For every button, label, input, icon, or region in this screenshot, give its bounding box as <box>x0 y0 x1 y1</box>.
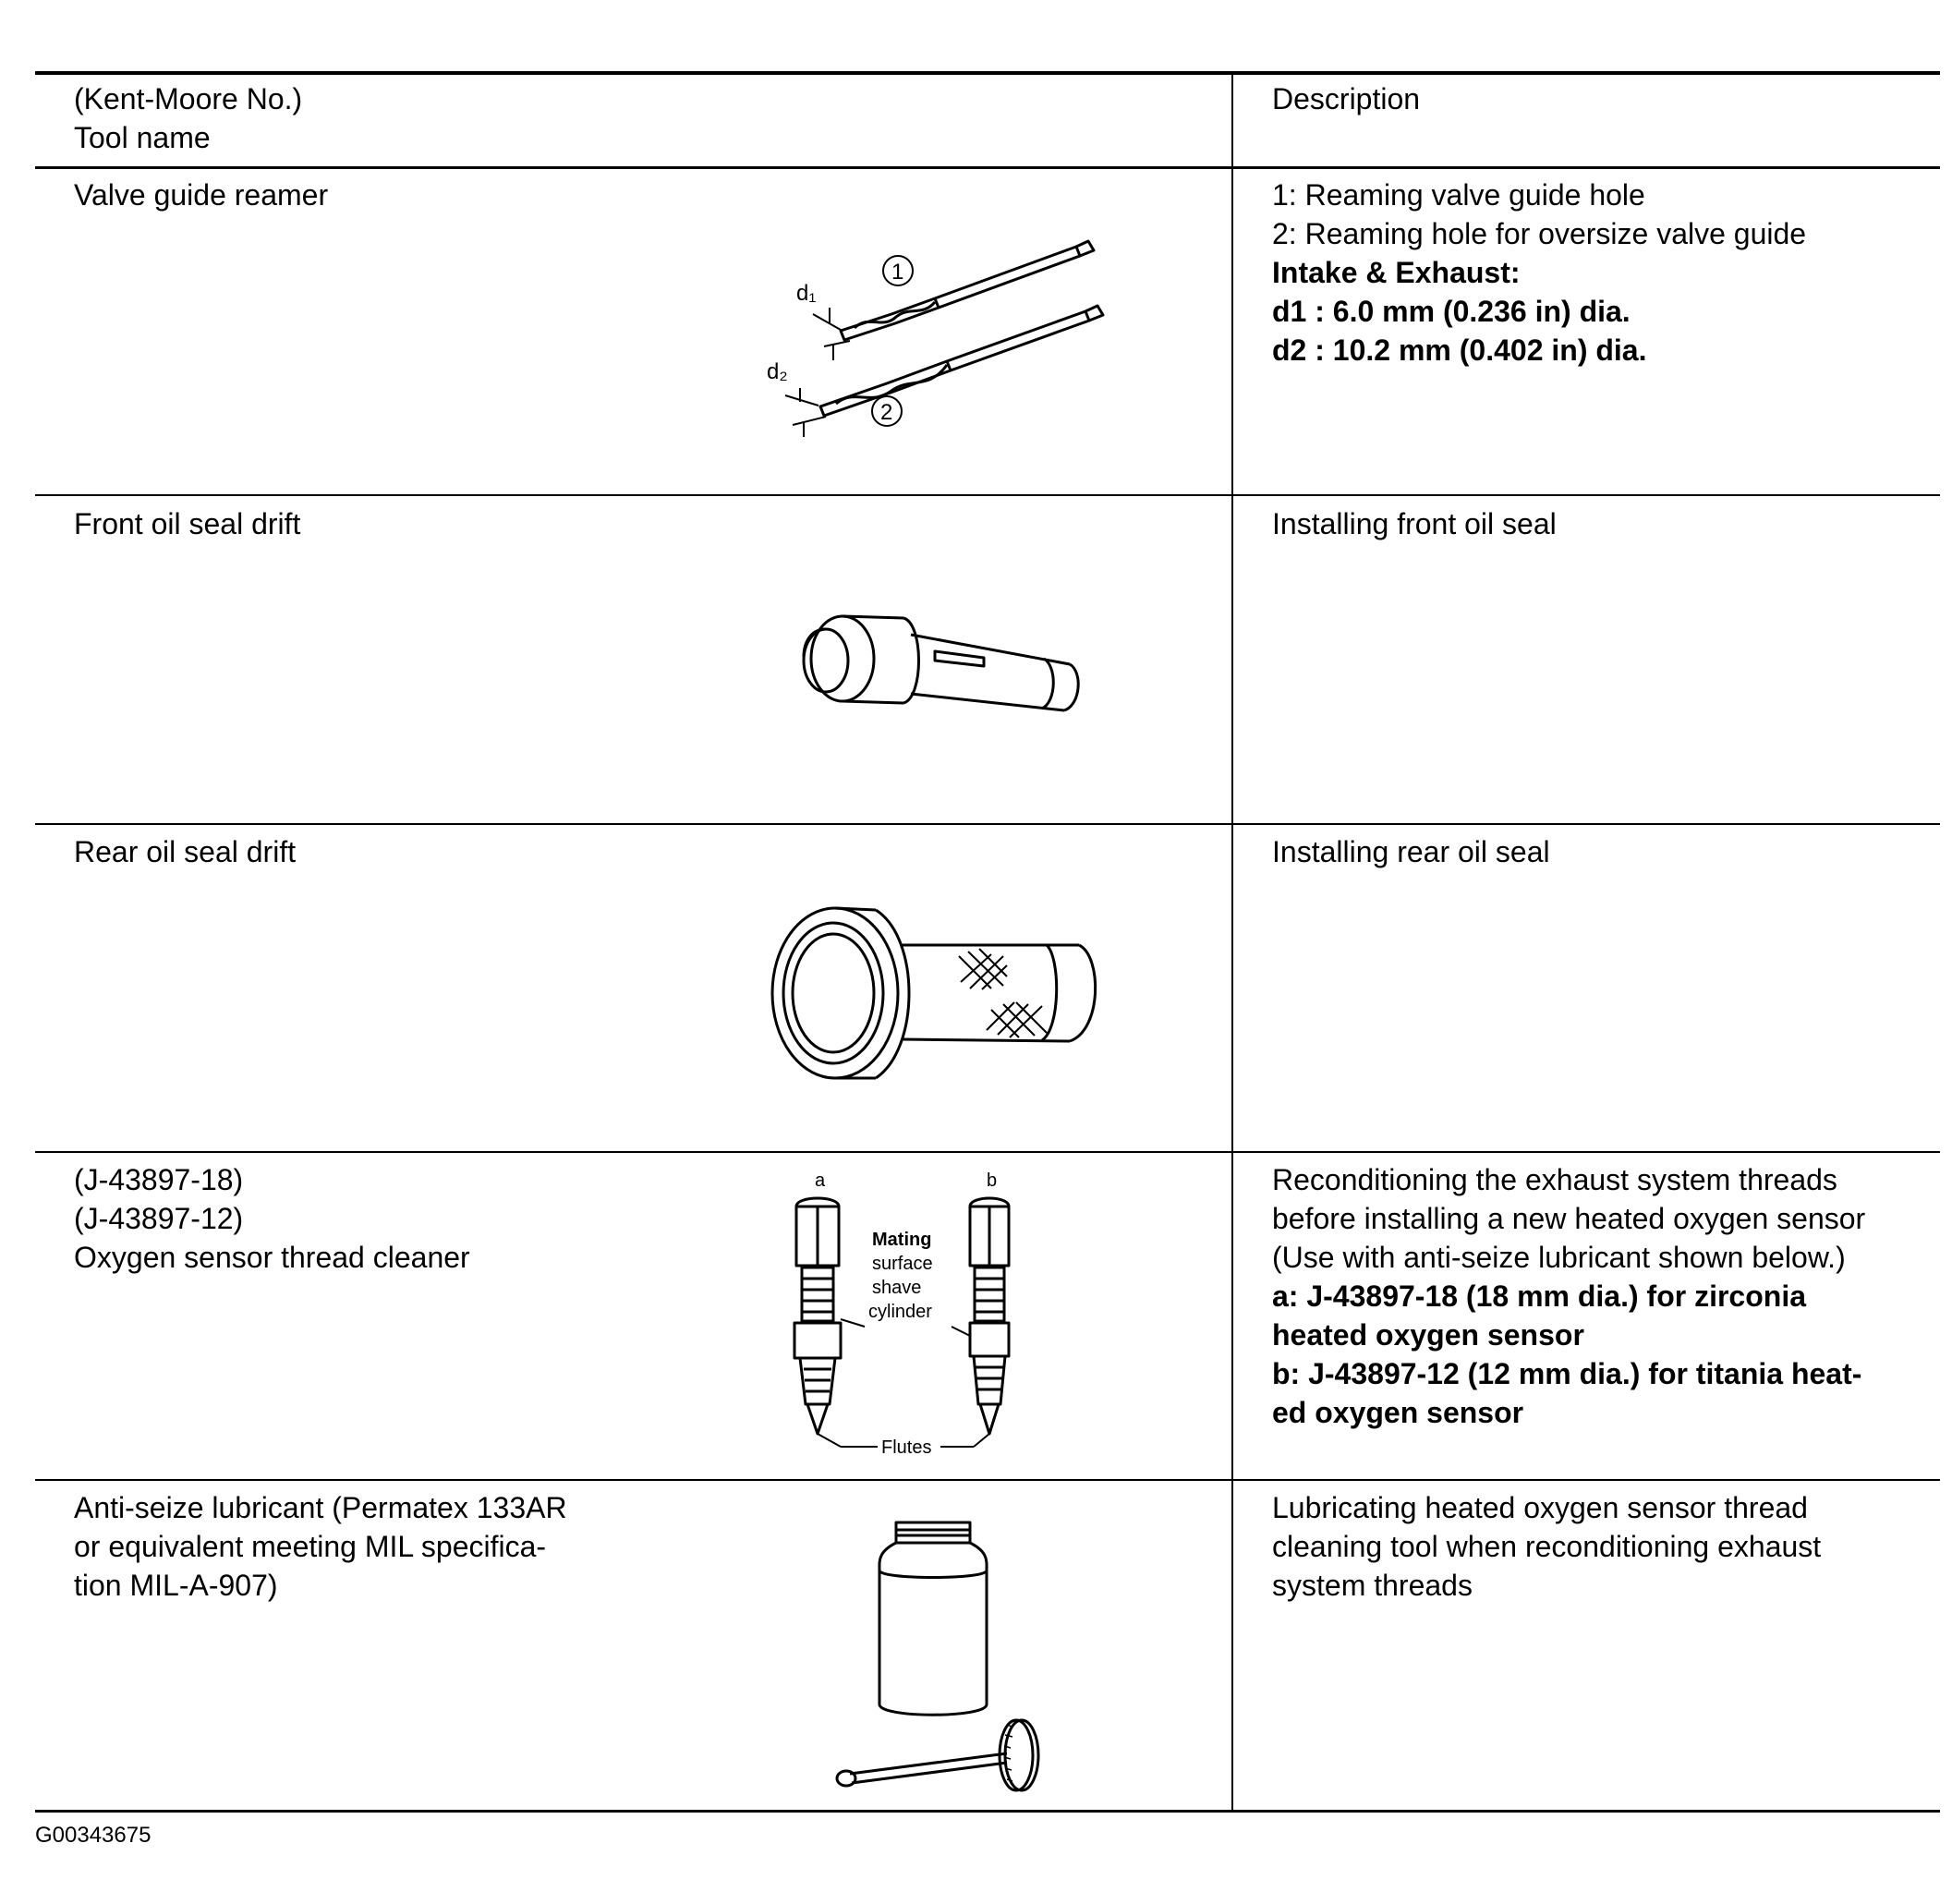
row2-description <box>1272 504 1557 543</box>
desc-line: cleaning tool when reconditioning exhaust <box>1272 1530 1822 1563</box>
row4-description <box>1272 1160 1865 1432</box>
tool-name-line: Front oil seal drift <box>74 507 301 540</box>
rear-oil-seal-drift-icon <box>765 901 1107 1085</box>
row4-tool-name <box>74 1160 470 1277</box>
header-bottom-rule <box>35 166 1940 169</box>
mating-label: Mating <box>872 1230 932 1250</box>
tool-name-line: Rear oil seal drift <box>74 835 297 868</box>
valve-guide-reamer-icon <box>758 226 1127 448</box>
header-description-label: Description <box>1272 82 1421 115</box>
flutes-label: Flutes <box>881 1437 932 1458</box>
desc-line: 2: Reaming hole for oversize valve guide <box>1272 217 1807 250</box>
tool-name-line: (J-43897-12) <box>74 1202 244 1235</box>
label-a: a <box>815 1170 826 1191</box>
row5-description <box>1272 1488 1821 1605</box>
desc-bold-line: a: J-43897-18 (18 mm dia.) for zirconia <box>1272 1279 1806 1313</box>
tool-name-line: tion MIL-A-907) <box>74 1569 278 1602</box>
tool-name-line: or equivalent meeting MIL specifica- <box>74 1530 547 1563</box>
desc-line: Lubricating heated oxygen sensor thread <box>1272 1491 1808 1524</box>
circled-number-1: 1 <box>891 260 904 285</box>
row4-bottom-rule <box>35 1479 1940 1481</box>
desc-line: Installing rear oil seal <box>1272 835 1550 868</box>
row1-description <box>1272 176 1806 370</box>
desc-line: before installing a new heated oxygen sensor <box>1272 1202 1866 1235</box>
front-oil-seal-drift-icon <box>794 605 1090 725</box>
d2-label: d₂ <box>767 359 788 384</box>
table-bottom-rule <box>35 1810 1940 1813</box>
row5-tool-name <box>74 1488 567 1605</box>
desc-line: Reconditioning the exhaust system threads <box>1272 1163 1837 1196</box>
row1-tool-name <box>74 176 328 214</box>
tool-name-line: Anti-seize lubricant (Permatex 133AR <box>74 1491 567 1524</box>
circled-number-2: 2 <box>880 400 893 425</box>
tool-name-line: Valve guide reamer <box>74 178 329 212</box>
desc-line: system threads <box>1272 1569 1473 1602</box>
row3-tool-name <box>74 832 296 871</box>
table-top-rule <box>35 71 1940 75</box>
header-tool-name-label: Tool name <box>74 121 211 154</box>
row2-tool-name <box>74 504 300 543</box>
row1-bottom-rule <box>35 494 1940 496</box>
column-divider <box>1231 73 1233 1812</box>
tool-name-line: (J-43897-18) <box>74 1163 244 1196</box>
desc-bold-line: heated oxygen sensor <box>1272 1318 1584 1352</box>
d1-label: d₁ <box>796 281 817 306</box>
row3-bottom-rule <box>35 1151 1940 1153</box>
header-tool-column <box>74 79 302 157</box>
header-kent-moore-label: (Kent-Moore No.) <box>74 82 303 115</box>
desc-bold-line: b: J-43897-12 (12 mm dia.) for titania heat- <box>1272 1357 1862 1390</box>
desc-line: (Use with anti-seize lubricant shown below.) <box>1272 1241 1846 1274</box>
oxygen-sensor-thread-cleaner-icon <box>776 1170 1044 1460</box>
shave-label: shave <box>872 1278 922 1298</box>
desc-line: Installing front oil seal <box>1272 507 1557 540</box>
desc-bold-line: Intake & Exhaust: <box>1272 256 1521 289</box>
desc-bold-line: d2 : 10.2 mm (0.402 in) dia. <box>1272 334 1647 367</box>
desc-bold-line: ed oxygen sensor <box>1272 1396 1524 1429</box>
desc-bold-line: d1 : 6.0 mm (0.236 in) dia. <box>1272 295 1631 328</box>
figure-code: G00343675 <box>35 1823 152 1848</box>
desc-line: 1: Reaming valve guide hole <box>1272 178 1645 212</box>
row3-description <box>1272 832 1550 871</box>
row2-bottom-rule <box>35 823 1940 825</box>
tool-name-line: Oxygen sensor thread cleaner <box>74 1241 470 1274</box>
surface-label: surface <box>872 1254 933 1274</box>
label-b: b <box>987 1170 998 1191</box>
anti-seize-lubricant-bottle-icon <box>831 1515 1053 1792</box>
cylinder-label: cylinder <box>868 1302 932 1322</box>
